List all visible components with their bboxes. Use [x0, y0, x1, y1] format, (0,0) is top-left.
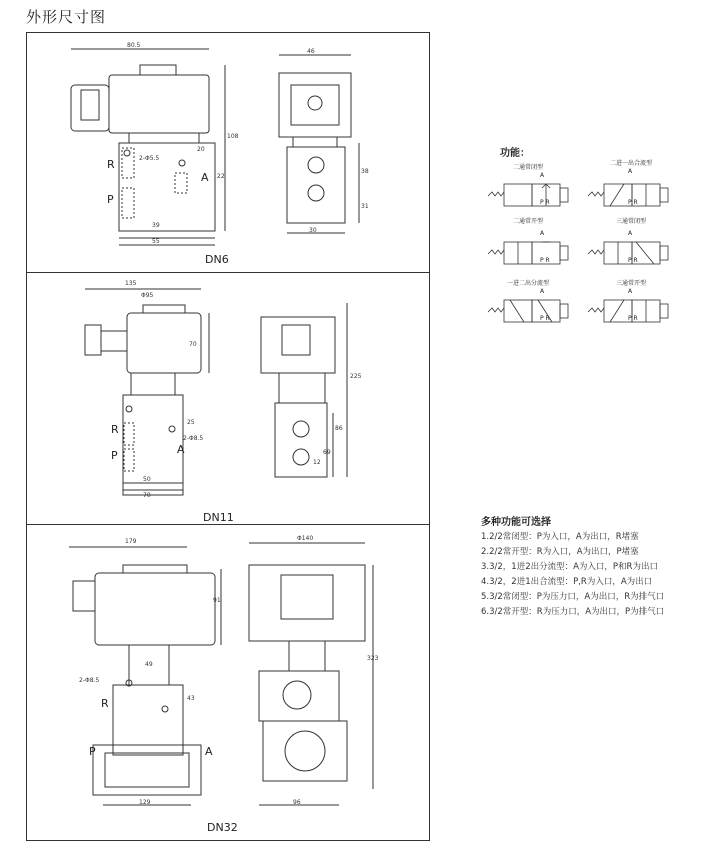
dn6-port-a: A: [201, 171, 209, 184]
dn32-dim-91: 91: [213, 597, 221, 604]
valve-symbol: [488, 300, 568, 322]
option-item: 5.3/2常闭型：P为压力口，A为出口，R为排气口: [481, 592, 665, 602]
dn32-port-a: A: [205, 745, 213, 758]
dn11-dim-70: 70: [143, 492, 151, 499]
dn6-dim-55: 55: [152, 238, 160, 245]
dn32-dim-49: 49: [145, 661, 153, 668]
port-pr-label: P R: [540, 257, 550, 264]
dn32-dim-coil: Φ140: [297, 535, 314, 542]
port-a-label: A: [628, 230, 633, 237]
dn11-dim-69: 69: [323, 449, 331, 456]
panel-dn6: [26, 32, 430, 273]
valve-symbols: [480, 168, 680, 338]
dn32-dim-96: 96: [293, 799, 301, 806]
option-item: 3.3/2，1进2出分流型：A为入口，P和R为出口: [481, 562, 658, 572]
function-name: 一进二出分流型: [506, 280, 549, 287]
port-a-label: A: [540, 288, 545, 295]
port-pr-label: P R: [628, 257, 638, 264]
dn6-dim-38: 38: [361, 168, 369, 175]
port-pr-label: P R: [628, 315, 638, 322]
dn11-dim-70v: 70: [189, 341, 197, 348]
dn11-dim-coil: Φ95: [141, 292, 154, 299]
dn6-dim-side-width: 46: [307, 48, 315, 55]
dn11-dim-25: 25: [187, 419, 195, 426]
function-name: 二通常闭型: [512, 164, 543, 171]
dn32-dim-129: 129: [139, 799, 151, 806]
dn11-dim-50: 50: [143, 476, 151, 483]
dn6-dim-31: 31: [361, 203, 369, 210]
page-title: 外形尺寸图: [26, 8, 107, 26]
port-pr-label: P R: [540, 315, 550, 322]
dn6-port-p: P: [107, 193, 114, 206]
function-name: 三通常闭型: [615, 218, 646, 225]
dn11-port-a: A: [177, 443, 185, 456]
option-item: 6.3/2常开型：R为压力口，A为出口，P为排气口: [481, 607, 665, 617]
option-item: 4.3/2，2进1出合流型：P,R为入口，A为出口: [481, 577, 653, 587]
dn32-port-p: P: [89, 745, 96, 758]
panel-dn32: [26, 525, 430, 841]
functions-title: 功能：: [500, 148, 530, 159]
port-pr-label: P R: [628, 199, 638, 206]
port-a-label: A: [628, 288, 633, 295]
dn11-dim-225: 225: [350, 373, 362, 380]
dn6-dim-30: 30: [309, 227, 317, 234]
dn6-drawing: [27, 33, 431, 274]
option-item: 1.2/2常闭型：P为入口，A为出口，R堵塞: [481, 532, 639, 542]
function-name: 二通常开型: [512, 218, 543, 225]
dn32-dim-43: 43: [187, 695, 195, 702]
option-item: 2.2/2常开型：R为入口，A为出口，P堵塞: [481, 547, 639, 557]
dn11-drawing: [27, 273, 431, 525]
dn11-port-p: P: [111, 449, 118, 462]
dn11-dim-width: 135: [125, 280, 137, 287]
dn11-label: DN11: [203, 511, 234, 524]
dn6-dim-20: 20: [197, 146, 205, 153]
dn32-dim-holes: 2-Φ8.5: [79, 677, 100, 684]
dn11-port-r: R: [111, 423, 119, 436]
dn6-dim-holes: 2-Φ5.5: [139, 155, 160, 162]
dn11-dim-12: 12: [313, 459, 321, 466]
valve-symbol: [488, 184, 568, 206]
dn11-dim-86: 86: [335, 425, 343, 432]
function-name: 二进一出合流型: [609, 160, 652, 167]
dn6-dim-22: 22: [217, 173, 225, 180]
dn6-dim-39: 39: [152, 222, 160, 229]
dn6-label: DN6: [205, 253, 229, 266]
valve-symbol: [488, 242, 568, 264]
dn6-dim-height: 108: [227, 133, 239, 140]
dn32-port-r: R: [101, 697, 109, 710]
function-name: 三通常开型: [615, 280, 646, 287]
dn6-dim-width: 80.5: [127, 42, 141, 49]
dn32-label: DN32: [207, 821, 238, 834]
port-a-label: A: [540, 172, 545, 179]
panel-dn11: [26, 273, 430, 525]
dn6-port-r: R: [107, 158, 115, 171]
dn11-dim-holes: 2-Φ8.5: [183, 435, 204, 442]
dn32-dim-323: 323: [367, 655, 379, 662]
options-title: 多种功能可选择: [481, 517, 551, 528]
dn32-dim-width: 179: [125, 538, 137, 545]
port-pr-label: P R: [540, 199, 550, 206]
port-a-label: A: [628, 168, 633, 175]
port-a-label: A: [540, 230, 545, 237]
